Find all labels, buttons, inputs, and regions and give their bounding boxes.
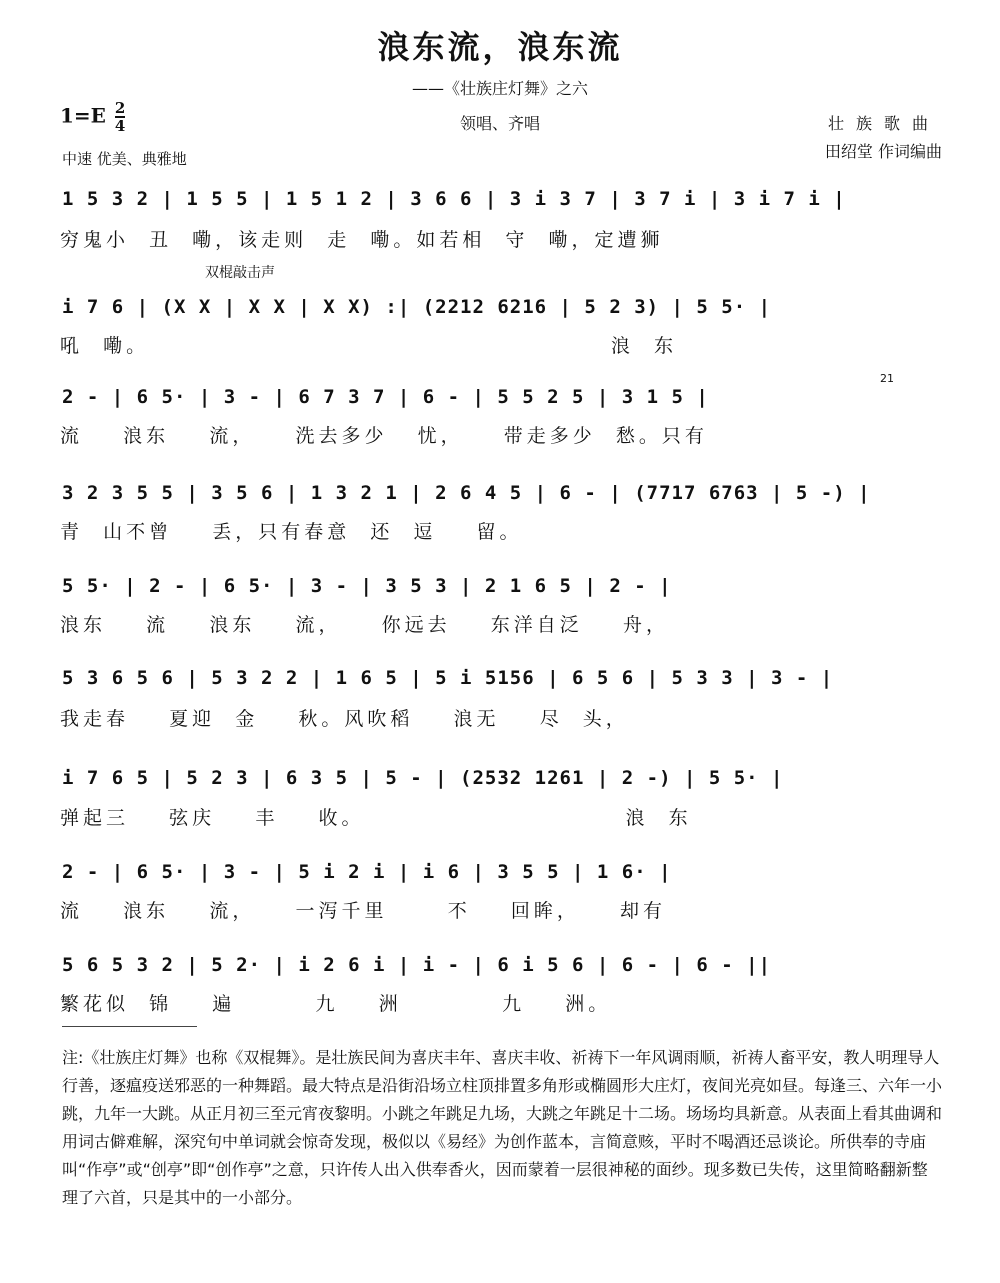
time-denominator: 4 — [114, 117, 126, 135]
notation-line-1: 1 5 3 2 | 1 5 5 | 1 5 1 2 | 3 6 6 | 3 i 3 7 | 3 7 i | 3 i 7 i | — [62, 188, 846, 210]
grace-note: 21 — [880, 372, 894, 385]
notation-line-7: i 7 6 5 | 5 2 3 | 6 3 5 | 5 - | (2532 1261 | 2 -) | 5 5· | — [62, 767, 784, 789]
notation-line-8: 2 - | 6 5· | 3 - | 5 i 2 i | i 6 | 3 5 5 | 1 6· | — [62, 861, 672, 883]
notation-line-6: 5 3 6 5 6 | 5 3 2 2 | 1 6 5 | 5 i 5156 | 6 5 6 | 5 3 3 | 3 - | — [62, 667, 834, 689]
tempo-marking: 中速 优美、典雅地 — [62, 150, 187, 168]
lyrics-line-7: 弹起三 弦庆 丰 收。 浪 东 — [60, 807, 692, 829]
lyrics-line-2: 吼 嘞。 浪 东 — [60, 335, 677, 357]
lyrics-line-3: 流 浪东 流， 洗去多少 忧， 带走多少 愁。只有 — [60, 425, 708, 447]
genre-label: 壮族歌曲 — [827, 114, 940, 133]
notation-line-2: i 7 6 | (X X | X X | X X) :| (2212 6216 | 5 2 3) | 5 5· | — [62, 296, 772, 318]
footnote-divider — [62, 1026, 197, 1027]
composer-credit: 田绍堂 作词编曲 — [824, 142, 942, 161]
song-subtitle: ——《壮族庄灯舞》之六 — [411, 79, 588, 98]
footnote-text: 注:《壮族庄灯舞》也称《双棍舞》。是壮族民间为喜庆丰年、喜庆丰收、祈祷下一年风调雨顺，祈祷人畜平安，教人明理导人行善，逐瘟疫送邪恶的一种舞蹈。最大特点是沿街沿场立柱顶排置多角形或椭圆形大庄灯，夜间光亮如昼。每逢三、六年一小跳，九年一大跳。从正月初三至元宵夜黎明。小跳之年跳足九场，大跳之年跳足十二场。场场均具新意。从表面上看其曲调和用词古僻难解，深究句中单词就会惊奇发现，极似以《易经》为创作蓝本，言简意赅，平时不喝酒还忌谈论。所供奉的寺庙叫“作亭”或“创亭”即“创作亭”之意，只许传人出入供奉香火，因而蒙着一层很神秘的面纱。现多数已失传，这里简略翻新整理了六首，只是其中的一小部分。 — [62, 1048, 943, 1207]
notation-line-9: 5 6 5 3 2 | 5 2· | i 2 6 i | i - | 6 i 5 6 | 6 - | 6 - || — [62, 954, 772, 976]
lyrics-line-9: 繁花似 锦 遍 九 洲 九 洲。 — [60, 993, 612, 1015]
lyrics-line-6: 我走春 夏迎 金 秋。风吹稻 浪无 尽 头， — [60, 708, 629, 730]
lyrics-line-4: 青 山不曾 丢，只有春意 还 逗 留。 — [60, 521, 523, 543]
percussion-annotation: 双棍敲击声 — [205, 265, 275, 281]
notation-line-3: 2 - | 6 5· | 3 - | 6 7 3 7 | 6 - | 5 5 2 5 | 3 1 5 | — [62, 386, 709, 408]
performance-mode: 领唱、齐唱 — [459, 114, 540, 133]
key-label: 1=E — [60, 103, 106, 128]
notation-line-4: 3 2 3 5 5 | 3 5 6 | 1 3 2 1 | 2 6 4 5 | 6 - | (7717 6763 | 5 -) | — [62, 482, 871, 504]
lyrics-line-8: 流 浪东 流， 一泻千里 不 回眸， 却有 — [60, 900, 667, 922]
notation-line-5: 5 5· | 2 - | 6 5· | 3 - | 3 5 3 | 2 1 6 5 | 2 - | — [62, 575, 672, 597]
lyrics-line-1: 穷鬼小 丑 嘞，该走则 走 嘞。如若相 守 嘞，定遭狮 — [60, 229, 664, 251]
time-numerator: 2 — [114, 99, 126, 117]
song-title: 浪东流，浪东流 — [377, 28, 623, 66]
lyrics-line-5: 浪东 流 浪东 流， 你远去 东洋自泛 舟， — [60, 614, 669, 636]
